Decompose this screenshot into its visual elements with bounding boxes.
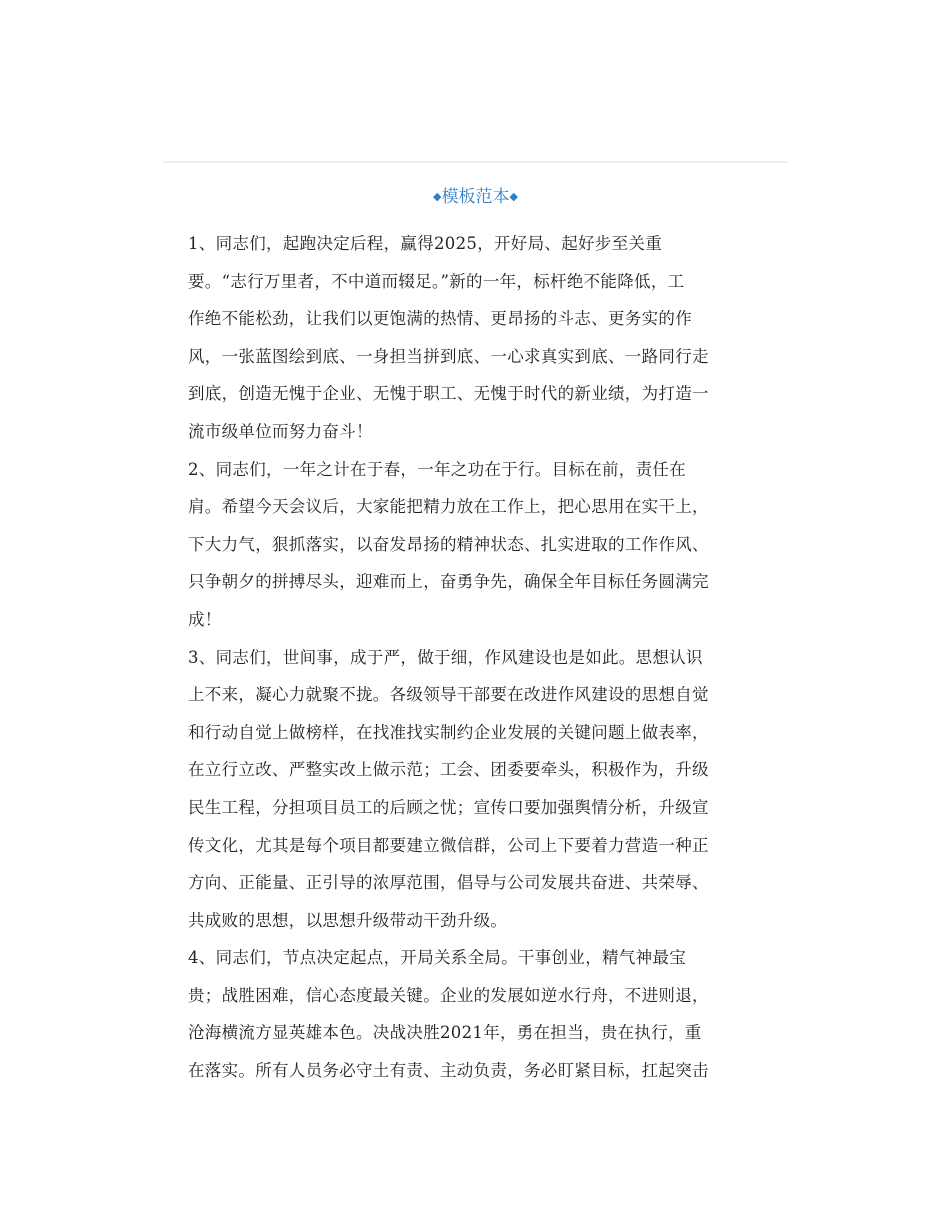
body-line: 下大力气，狠抓落实，以奋发昂扬的精神状态、扎实进取的工作作风、 (188, 534, 709, 554)
body-line: 成！ (188, 609, 222, 629)
body-line: 1、同志们，起跑决定后程，赢得2025，开好局、起好步至关重 (188, 234, 662, 253)
body-line: 方向、正能量、正引导的浓厚范围，倡导与公司发展共奋进、共荣辱、 (188, 873, 709, 893)
body-line: 在落实。所有人员务必守土有责、主动负责，务必盯紧目标，扛起突击 (188, 1061, 709, 1081)
body-line: 风，一张蓝图绘到底、一身担当拼到底、一心求真实到底、一路同行走 (188, 346, 709, 366)
header-divider (163, 161, 788, 163)
body-line: 贵；战胜困难，信心态度最关键。企业的发展如逆水行舟，不进则退， (188, 985, 709, 1005)
body-line: 要。“志行万里者，不中道而辍足。”新的一年，标杆绝不能降低，工 (188, 271, 685, 291)
body-line: 肩。希望今天会议后，大家能把精力放在工作上，把心思用在实干上， (188, 497, 709, 517)
body-line: 作绝不能松劲，让我们以更饱满的热情、更昂扬的斗志、更务实的作 (188, 309, 692, 329)
diamond-left-icon: ◆ (433, 190, 442, 203)
body-line: 共成败的思想，以思想升级带动干劲升级。 (188, 910, 508, 930)
body-line: 和行动自觉上做榜样，在找准找实制约企业发展的关键问题上做表率， (188, 722, 709, 742)
document-body (188, 225, 764, 1090)
body-line: 到底，创造无愧于企业、无愧于职工、无愧于时代的新业绩，为打造一 (188, 384, 709, 404)
body-line: 民生工程，分担项目员工的后顾之忧；宣传口要加强舆情分析，升级宣 (188, 797, 709, 817)
heading-text: 模板范本 (441, 187, 510, 207)
body-line: 流市级单位而努力奋斗！ (188, 421, 373, 441)
body-line: 4、同志们，节点决定起点，开局关系全局。干事创业，精气神最宝 (188, 948, 686, 968)
body-line: 2、同志们，一年之计在于春，一年之功在于行。目标在前，责任在 (188, 459, 686, 479)
body-line: 3、同志们，世间事，成于严，做于细，作风建设也是如此。思想认识 (188, 647, 703, 667)
body-line: 上不来，凝心力就聚不拢。各级领导干部要在改进作风建设的思想自觉 (188, 685, 709, 705)
body-line: 在立行立改、严整实改上做示范；工会、团委要牵头，积极作为，升级 (188, 760, 709, 780)
body-line: 传文化，尤其是每个项目都要建立微信群，公司上下要着力营造一种正 (188, 835, 709, 855)
diamond-right-icon: ◆ (509, 190, 518, 203)
body-line: 沧海横流方显英雄本色。决战决胜2021年，勇在担当，贵在执行，重 (188, 1023, 702, 1043)
document-heading (163, 183, 788, 211)
body-line: 只争朝夕的拼搏尽头，迎难而上，奋勇争先，确保全年目标任务圆满完 (188, 572, 709, 592)
